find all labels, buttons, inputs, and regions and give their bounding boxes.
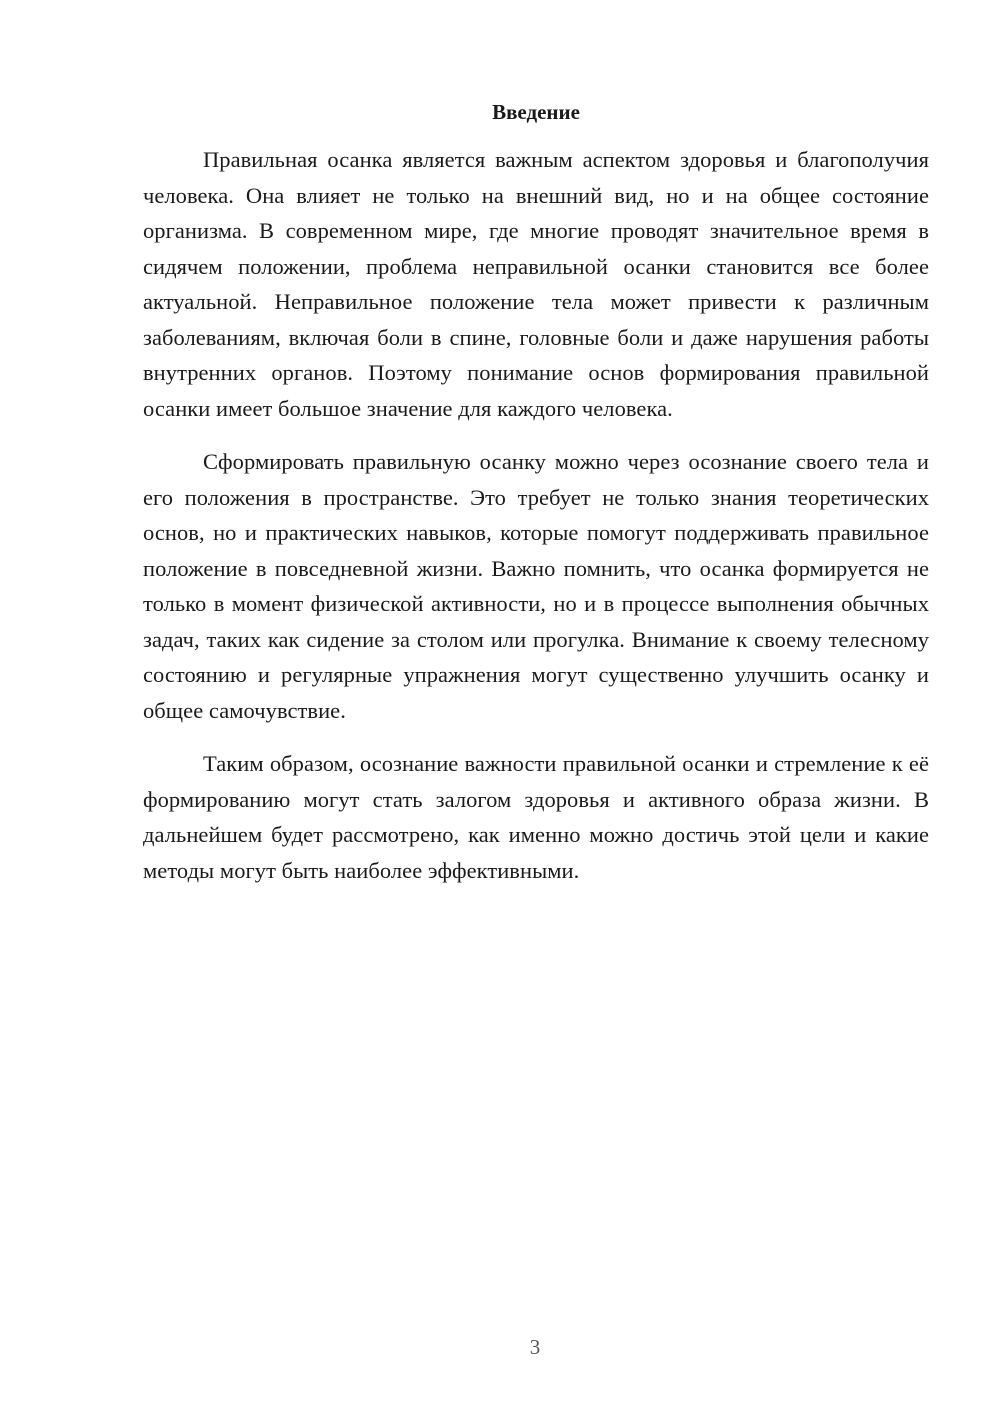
paragraph-1: Правильная осанка является важным аспектом здоровья и благополучия человека. Она влияет не только на внешний вид, но и на общее состояние организма. В современном мире, где многие проводят значительное время в сидячем положении, проблема неправильной осанки становится все более актуальной. Неправильное положение тела может привести к различным заболеваниям, включая боли в спине, головные боли и даже нарушения работы внутренних органов. Поэтому понимание основ формирования правильной осанки имеет большое значение для каждого человека.: [143, 147, 929, 421]
paragraph-2: Сформировать правильную осанку можно через осознание своего тела и его положения в пространстве. Это требует не только знания теоретических основ, но и практических навыков, которые помогут поддерживать правильное положение в повседневной жизни. Важно помнить, что осанка формируется не только в момент физической активности, но и в процессе выполнения обычных задач, таких как сидение за столом или прогулка. Внимание к своему телесному состоянию и регулярные упражнения могут существенно улучшить осанку и общее самочувствие.: [143, 449, 929, 723]
body-text: [143, 142, 929, 906]
paragraph-3: Таким образом, осознание важности правильной осанки и стремление к её формированию могут стать залогом здоровья и активного образа жизни. В дальнейшем будет рассмотрено, как именно можно достичь этой цели и какие методы могут быть наиболее эффективными.: [143, 751, 929, 883]
section-heading: Введение: [492, 100, 580, 124]
page-number: 3: [529, 1335, 541, 1359]
